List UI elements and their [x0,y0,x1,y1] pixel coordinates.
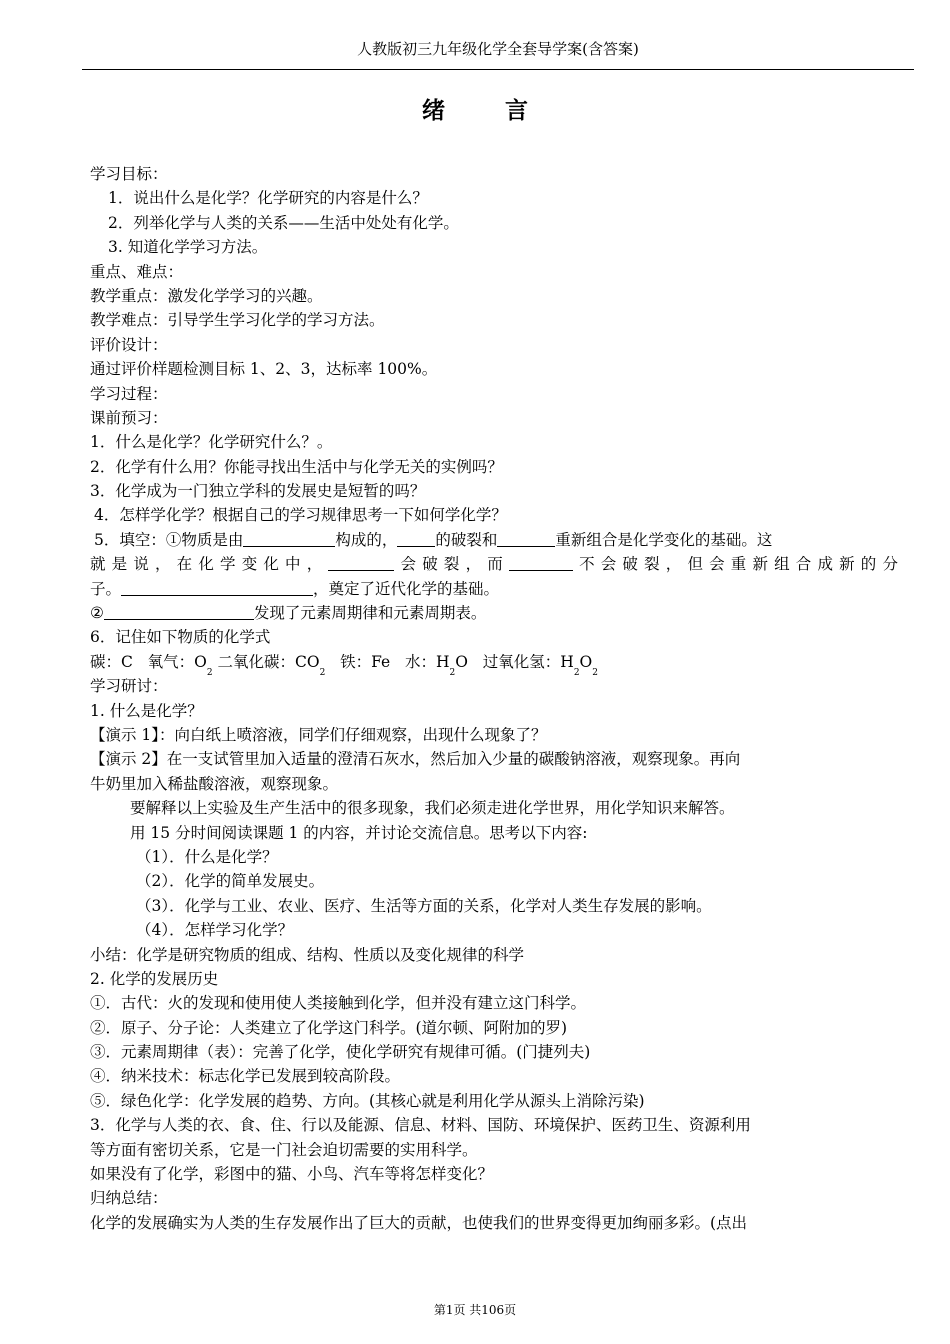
goal-item: 3. 知道化学学习方法。 [108,238,268,257]
process-heading: 学习过程： [90,384,168,403]
preview-question: 3．化学成为一门独立学科的发展史是短暂的吗？ [90,482,426,501]
formula-co2: 二氧化碳：CO [217,652,320,671]
subscript: 2 [573,667,580,678]
blank-field[interactable] [497,530,555,547]
goal-item: 1．说出什么是化学？化学研究的内容是什么？ [108,189,428,208]
preview-heading: 课前预习： [90,408,168,427]
history-item: ③．元素周期律（表）：完善了化学，使化学研究有规律可循。(门捷列夫) [90,1043,591,1062]
fill-text: 构成的， [335,530,398,549]
teaching-focus: 教学重点：激发化学学习的兴趣。 [90,286,323,305]
blank-field[interactable] [509,554,573,571]
section-heading: 1. 什么是化学？ [90,701,203,720]
blank-field[interactable] [243,530,335,547]
fill-text: 5．填空：①物质是由 [94,530,244,549]
subscript: 2 [449,667,456,678]
fill-text: 子。 [90,579,122,598]
blank-field[interactable] [104,603,254,620]
goals-heading: 学习目标： [90,165,168,183]
eval-text: 通过评价样题检测目标 1、2、3，达标率 100%。 [90,360,438,379]
formula-h2o2: 过氧化氢：H [482,652,574,671]
fill-text: ② [90,604,104,623]
fill-text: 会破裂，而 [394,555,509,574]
history-item: ①．古代：火的发现和使用使人类接触到化学，但并没有建立这门科学。 [90,994,587,1013]
preview-question: 4．怎样学化学？根据自己的学习规律思考一下如何学化学？ [94,506,507,525]
subscript: 2 [319,667,326,678]
eval-heading: 评价设计： [90,335,168,354]
fill-blank-line-3 [90,577,898,601]
goal-item: 2．列举化学与人类的关系——生活中处处有化学。 [108,213,459,232]
think-item: （2）．化学的简单发展史。 [136,872,325,891]
explain-text: 要解释以上实验及生产生活中的很多现象，我们必须走进化学世界，用化学知识来解答。 [130,799,735,818]
demo-2-cont: 牛奶里加入稀盐酸溶液，观察现象。 [90,774,339,793]
formula-water: 水：H [405,652,450,671]
header-rule [82,69,914,70]
preview-question: 2．化学有什么用？你能寻找出生活中与化学无关的实例吗？ [90,457,503,476]
blank-field[interactable] [121,579,313,596]
fill-text: 发现了元素周期律和元素周期表。 [253,604,487,623]
demo-2: 【演示 2】在一支试管里加入适量的澄清石灰水，然后加入少量的碳酸钠溶液，观察现象。再向 [90,750,741,769]
subscript: 2 [592,667,598,678]
think-item: （3）．化学与工业、农业、医疗、生活等方面的关系，化学对人类生存发展的影响。 [136,896,712,915]
conclusion-text: 化学的发展确实为人类的生存发展作出了巨大的贡献，也使我们的世界变得更加绚丽多彩。(点出 [90,1213,748,1232]
section-3-cont: 等方面有密切关系，它是一门社会迫切需要的实用科学。 [90,1140,478,1159]
fill-text: 不会破裂，但会重新组合成新的分 [572,555,898,574]
think-item: （1）．什么是化学？ [136,847,278,866]
section-3: 3．化学与人类的衣、食、住、行以及能源、信息、材料、国防、环境保护、医药卫生、资源利用 [90,1116,751,1135]
blank-field[interactable] [328,554,394,571]
fill-text: 重新组合是化学变化的基础。这 [555,530,773,549]
teaching-difficulty: 教学难点：引导学生学习化学的学习方法。 [90,311,385,330]
formula-h2o2-o: O [579,652,593,671]
formula-carbon: 碳：C [90,652,133,671]
fill-text: ，奠定了近代化学的基础。 [313,579,500,598]
history-item: ②．原子、分子论：人类建立了化学这门科学。(道尔顿、阿附加的罗) [90,1018,568,1037]
formula-line [90,650,898,678]
formula-water-o: O [455,652,468,671]
fill-text: 就是说，在化学变化中， [90,555,329,574]
read-instruction: 用 15 分时间阅读课题 1 的内容，并讨论交流信息。思考以下内容: [130,823,588,842]
key-heading: 重点、难点： [90,262,184,281]
question-text: 如果没有了化学，彩图中的猫、小鸟、汽车等将怎样变化？ [90,1165,494,1184]
subscript: 2 [206,667,213,678]
fill-blank-line-2 [90,552,898,576]
fill-blank-line-4 [90,601,898,625]
history-item: ⑤．绿色化学：化学发展的趋势、方向。(其核心就是利用化学从源头上消除污染) [90,1091,645,1110]
fill-blank-line-1 [90,528,898,552]
preview-question: 1．什么是化学？化学研究什么？。 [90,433,333,452]
preview-question: 6．记住如下物质的化学式 [90,628,271,647]
formula-oxygen: 氧气：O [147,652,207,671]
summary: 小结：化学是研究物质的组成、结构、性质以及变化规律的科学 [90,945,525,964]
think-item: （4）．怎样学习化学？ [136,921,294,940]
page-header: 人教版初三九年级化学全套导学案(含答案) [357,40,639,58]
page-title: 绪 言 [421,97,554,124]
study-heading: 学习研讨： [90,677,168,696]
conclusion-heading: 归纳总结： [90,1189,168,1208]
page-footer: 第1页 共106页 [433,1303,517,1317]
section-heading: 2. 化学的发展历史 [90,969,219,988]
blank-field[interactable] [397,530,435,547]
document-body [90,162,898,1235]
history-item: ④．纳米技术：标志化学已发展到较高阶段。 [90,1067,401,1086]
formula-iron: 铁：Fe [340,652,391,671]
demo-1: 【演示 1】：向白纸上喷溶液，同学们仔细观察，出现什么现象了？ [90,725,547,744]
fill-text: 的破裂和 [435,530,498,549]
